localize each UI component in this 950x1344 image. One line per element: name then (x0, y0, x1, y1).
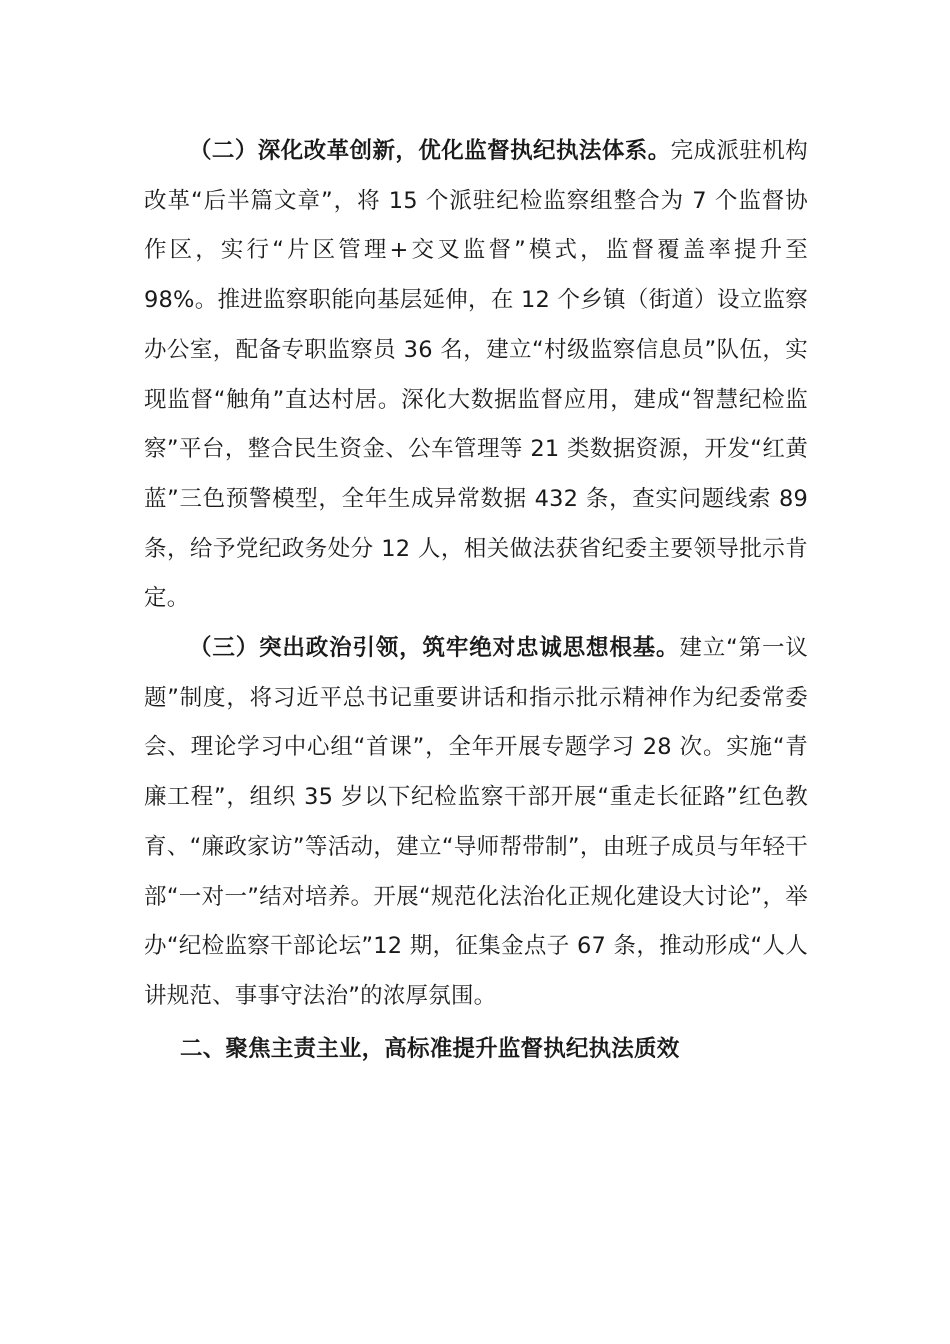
paragraph-lead: （三）突出政治引领，筑牢绝对忠诚思想根基。 (189, 635, 680, 662)
section-heading: 二、聚焦主责主业，高标准提升监督执纪执法质效 (180, 1035, 680, 1062)
paragraph-text: 完成派驻机构改革“后半篇文章”，将 15 个派驻纪检监察组整合为 7 个监督协作区，实行“片区管理+交叉监督”模式，监督覆盖率提升至 98%。推进监察职能向基层延伸，在 12 个乡镇（街道）设立监察办公室，配备专职监察员 36 名，建立“村级监察信息员”队伍，实现监督“触角”直达村居。深化大数据监督应用，建成“智慧纪检监察”平台，整合民生资金、公车管理等 21 类数据资源，开发“红黄蓝”三色预警模型，全年生成异常数据 432 条，查实问题线索 89 条，给予党纪政务处分 12 人，相关做法获省纪委主要领导批示肯定。 (144, 138, 808, 612)
paragraph-political-leadership (144, 624, 808, 1022)
document-body (144, 127, 808, 1074)
paragraph-reform-innovation (144, 127, 808, 624)
paragraph-lead: （二）深化改革创新，优化监督执纪执法体系。 (189, 138, 671, 164)
paragraph-text: 建立“第一议题”制度，将习近平总书记重要讲话和指示批示精神作为纪委常委会、理论学习中心组“首课”，全年开展专题学习 28 次。实施“青廉工程”，组织 35 岁以下纪检监察干部开展“重走长征路”红色教育、“廉政家访”等活动，建立“导师帮带制”，由班子成员与年轻干部“一对一”结对培养。开展“规范化法治化正规化建设大讨论”，举办“纪检监察干部论坛”12 期，征集金点子 67 条，推动形成“人人讲规范、事事守法治”的浓厚氛围。 (144, 635, 809, 1009)
